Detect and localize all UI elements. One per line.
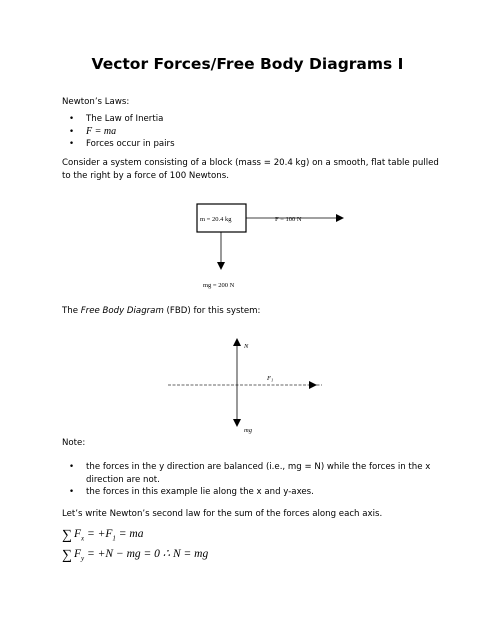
n-arrowhead <box>233 338 241 346</box>
f1-label-subscript: 1 <box>270 377 274 383</box>
mg-arrowhead <box>233 419 241 427</box>
eq1-tail: = ma <box>115 528 144 540</box>
list-item: • the forces in this example lie along the x and y-axes. <box>62 486 435 499</box>
caption-text: (FBD) for this system: <box>163 306 261 316</box>
page-title: Vector Forces/Free Body Diagrams I <box>91 55 404 73</box>
eq2-rhs: = +N − mg = 0 ∴ N = mg <box>87 548 209 560</box>
list-item: • the forces in the y direction are balanced (i.e., mg = N) while the forces in the x direction are not. <box>62 461 435 486</box>
mass-label: m = 20.4 kg <box>200 216 232 223</box>
equation-x: ∑ $F_x = +F_1$ = ma <box>62 528 144 543</box>
caption-emphasis: Free Body Diagram <box>80 306 164 316</box>
caption-text: The <box>62 306 81 316</box>
newtons-laws-heading: Newton’s Laws: <box>62 97 130 107</box>
equation-y: ∑ $F_y = +N$ − mg = 0 ∴ N = mg <box>62 548 209 563</box>
sum-intro: Let’s write Newton’s second law for the sum of the forces along each axis. <box>62 509 383 519</box>
n-label: N <box>244 343 249 350</box>
eq1-rhs-subscript: 1 <box>112 534 116 543</box>
f1-arrowhead <box>309 381 317 389</box>
eq1-rhs: = +F <box>87 528 113 540</box>
f1-label <box>266 375 273 383</box>
equation-f-ma: F = ma <box>86 125 117 137</box>
list-item: • The Law of Inertia <box>62 113 462 126</box>
note-list <box>62 461 435 499</box>
note-heading: Note: <box>62 438 86 448</box>
sigma-symbol: ∑ <box>62 528 72 543</box>
eq2-subscript: y <box>81 554 85 563</box>
f1-label-main: F <box>267 375 271 382</box>
force-label: F = 100 N <box>275 216 302 223</box>
weight-label: mg = 200 N <box>203 282 235 289</box>
sigma-symbol: ∑ <box>62 548 72 563</box>
list-item: • Forces occur in pairs <box>62 138 462 151</box>
system-description: Consider a system consisting of a block (mass = 20.4 kg) on a smooth, flat table pulled to the right by a force of 100 Newtons. <box>62 158 439 181</box>
mg-label: mg <box>244 427 252 434</box>
eq1-subscript: x <box>81 534 85 543</box>
